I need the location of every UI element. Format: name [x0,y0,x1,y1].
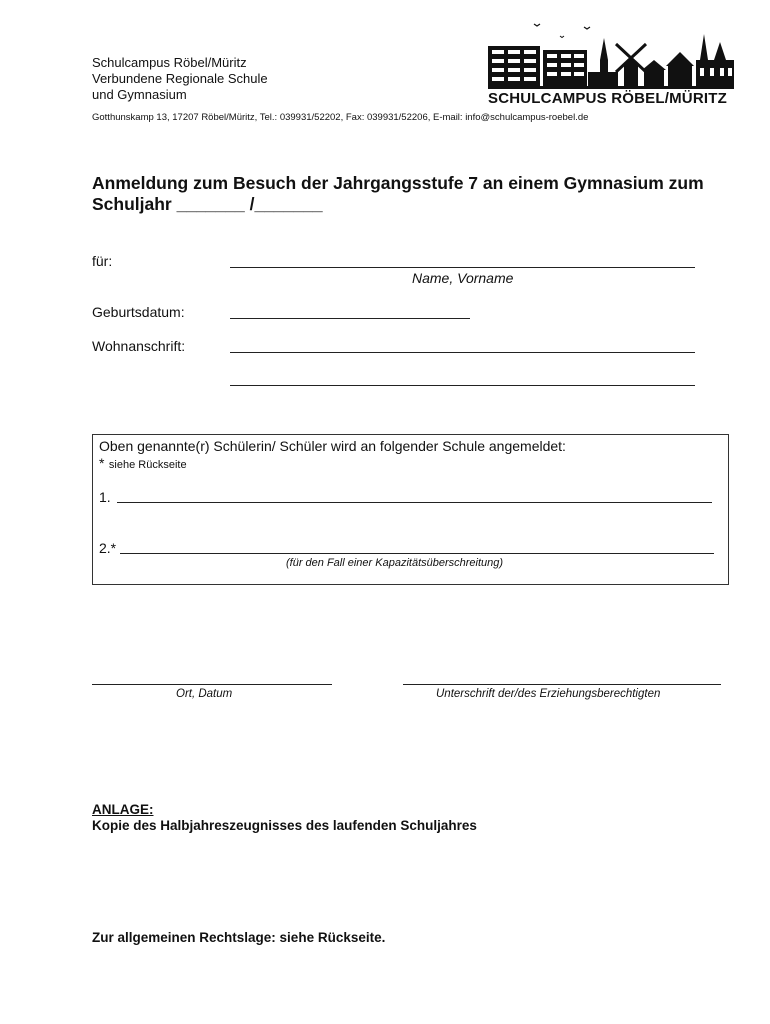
form-title-line-2: Schuljahr _______ /_______ [92,194,323,214]
school-choice-1-label: 1. [99,489,111,505]
geburtsdatum-input-line[interactable] [230,318,470,319]
school-logo-text: SCHULCAMPUS RÖBEL/MÜRITZ [488,90,727,107]
fuer-label: für: [92,253,113,269]
ort-datum-line[interactable] [92,684,332,685]
school-choice-2-note: (für den Fall einer Kapazitätsüberschreitung) [286,557,504,569]
school-logo [488,20,734,108]
name-caption: Name, Vorname [412,270,514,286]
school-choice-2-label: 2.* [99,540,117,556]
school-choice-1-line[interactable] [117,502,712,503]
wohnanschrift-input-line-2[interactable] [230,385,695,386]
school-name-line-3: und Gymnasium [92,87,187,102]
school-name-block [92,55,268,103]
footnote-star: * [99,455,105,471]
school-address: Gotthunskamp 13, 17207 Röbel/Müritz, Tel.: 039931/52202, Fax: 039931/52206, E-mail: info@schulcampus-roebel.de [92,112,589,123]
form-title [92,173,742,215]
school-choice-2-line[interactable] [120,553,714,554]
name-input-line[interactable] [230,267,695,268]
footnote-text: siehe Rückseite [108,459,187,471]
anlage-text: Kopie des Halbjahreszeugnisses des laufenden Schuljahres [92,818,477,833]
school-selection-box [92,434,729,585]
unterschrift-caption: Unterschrift der/des Erziehungsberechtigten [436,688,661,700]
geburtsdatum-label: Geburtsdatum: [92,304,185,320]
wohnanschrift-label: Wohnanschrift: [92,338,186,354]
wohnanschrift-input-line-1[interactable] [230,352,695,353]
anlage-heading: ANLAGE: [92,802,154,817]
unterschrift-line[interactable] [403,684,721,685]
school-logo-skyline-icon [488,20,734,90]
school-name-line-1: Schulcampus Röbel/Müritz [92,55,247,70]
school-box-footnote [99,455,187,473]
school-box-heading: Oben genannte(r) Schülerin/ Schüler wird an folgender Schule angemeldet: [99,438,566,454]
ort-datum-caption: Ort, Datum [176,688,233,700]
rechtslage-note: Zur allgemeinen Rechtslage: siehe Rückseite. [92,930,386,945]
form-title-line-1: Anmeldung zum Besuch der Jahrgangsstufe 7 an einem Gymnasium zum [92,173,704,193]
school-name-line-2: Verbundene Regionale Schule [92,71,268,86]
